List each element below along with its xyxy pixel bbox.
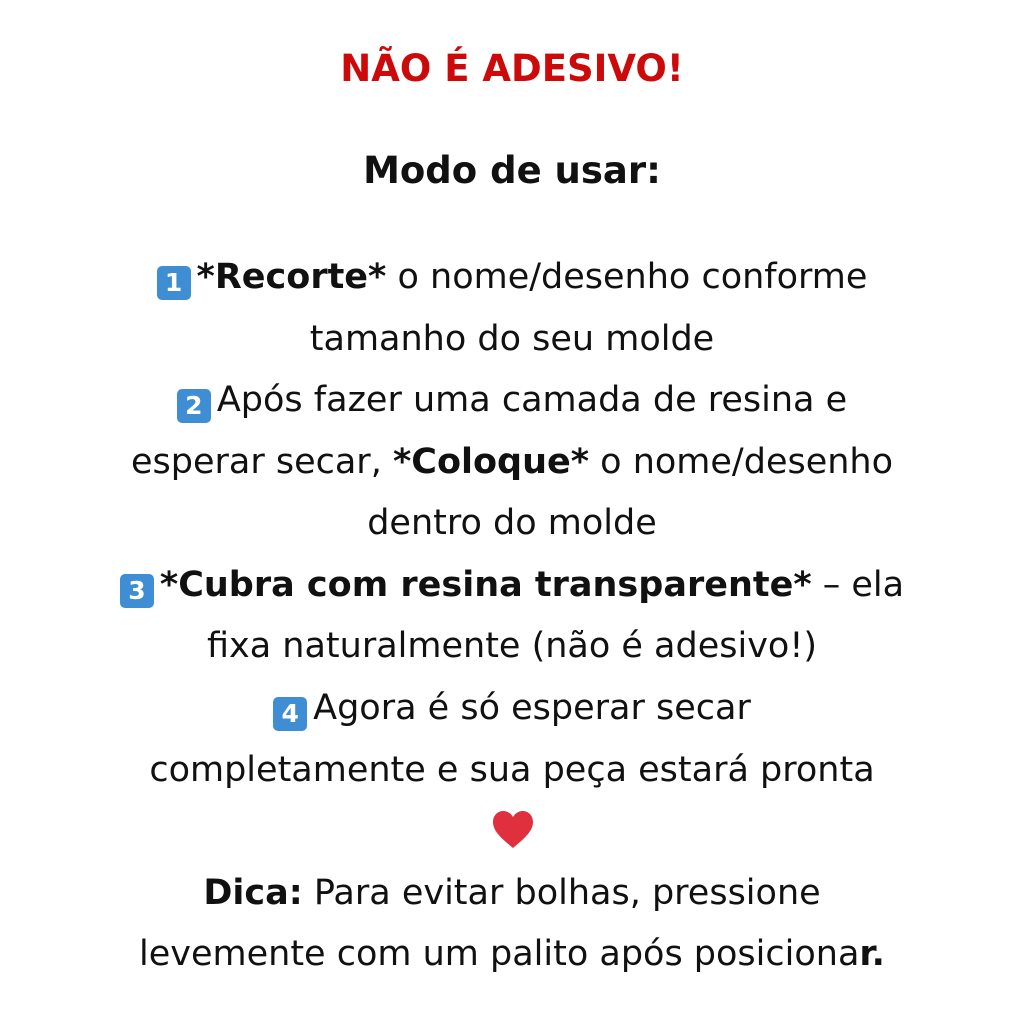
- step-2-bold: *Coloque*: [392, 442, 590, 482]
- tip-line-2: [0, 929, 1024, 979]
- usage-heading: Modo de usar:: [363, 149, 661, 192]
- step-2-text-2-post: o nome/desenho: [589, 442, 894, 482]
- step-4-line-1: [0, 683, 1024, 733]
- keycap-3-icon: 3: [120, 574, 154, 608]
- step-4-text-1: Agora é só esperar secar: [313, 688, 751, 728]
- warning-heading: NÃO É ADESIVO!: [340, 47, 684, 90]
- step-1-line-2: tamanho do seu molde: [309, 319, 715, 359]
- step-4-line-2: completamente e sua peça estará pronta: [149, 750, 875, 790]
- keycap-4-icon: 4: [273, 697, 307, 731]
- step-1-line-1: [0, 252, 1024, 302]
- tip-text-2: levemente com um palito após posiciona: [139, 934, 860, 974]
- step-2-line-2: [0, 437, 1024, 487]
- tip-text-2-bold: r.: [859, 934, 885, 974]
- step-3-text: – ela: [811, 565, 905, 605]
- keycap-1-icon: 1: [157, 266, 191, 300]
- step-2-text-1: Após fazer uma camada de resina e: [216, 380, 848, 420]
- keycap-2-icon: 2: [177, 389, 211, 423]
- tip-text-1: Para evitar bolhas, pressione: [302, 873, 821, 913]
- step-1-bold: *Recorte*: [196, 257, 387, 297]
- tip-line-1: [0, 868, 1024, 918]
- step-3-line-1: [0, 560, 1024, 610]
- step-2-line-3: dentro do molde: [367, 503, 657, 543]
- red-heart-icon: [492, 810, 534, 850]
- step-3-bold: *Cubra com resina transparente*: [159, 565, 812, 605]
- step-1-text: o nome/desenho conforme: [386, 257, 868, 297]
- step-3-line-2: fixa naturalmente (não é adesivo!): [206, 626, 818, 666]
- step-2-text-2-pre: esperar secar,: [130, 442, 393, 482]
- tip-label: Dica:: [203, 873, 303, 913]
- step-2-line-1: [0, 375, 1024, 425]
